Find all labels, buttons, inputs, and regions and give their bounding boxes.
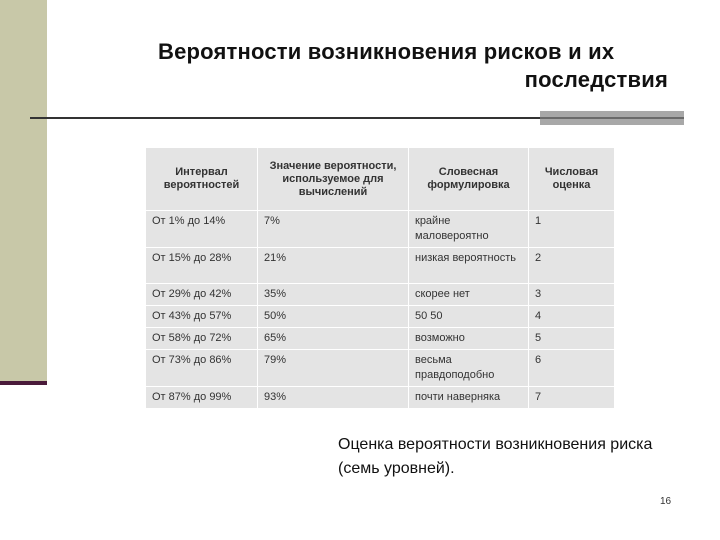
header-value: Значение вероятности, используемое для вычислений	[258, 148, 409, 211]
table-header-row	[146, 148, 615, 211]
decorative-side-bar-edge	[0, 381, 47, 385]
header-score: Числовая оценка	[529, 148, 615, 211]
table-row	[146, 350, 615, 387]
cell-score: 6	[529, 350, 615, 387]
cell-value: 93%	[258, 387, 409, 409]
cell-value: 79%	[258, 350, 409, 387]
cell-verbal: возможно	[409, 328, 529, 350]
cell-verbal: низкая вероятность	[409, 248, 529, 284]
cell-score: 5	[529, 328, 615, 350]
cell-interval: От 43% до 57%	[146, 306, 258, 328]
cell-value: 21%	[258, 248, 409, 284]
table-row	[146, 284, 615, 306]
cell-score: 3	[529, 284, 615, 306]
cell-score: 2	[529, 248, 615, 284]
cell-interval: От 58% до 72%	[146, 328, 258, 350]
cell-interval: От 15% до 28%	[146, 248, 258, 284]
probability-table-container	[145, 147, 614, 412]
table-caption: Оценка вероятности возникновения риска (семь уровней).	[338, 436, 653, 477]
table-row	[146, 306, 615, 328]
header-interval: Интервал вероятностей	[146, 148, 258, 211]
cell-interval: От 1% до 14%	[146, 211, 258, 248]
slide-title-line-2: последствия	[524, 67, 668, 92]
table-row	[146, 387, 615, 409]
table-row	[146, 248, 615, 284]
title-divider	[30, 117, 540, 119]
page-number: 16	[660, 496, 672, 507]
cell-score: 4	[529, 306, 615, 328]
title-divider-accent-line	[540, 117, 684, 119]
cell-value: 65%	[258, 328, 409, 350]
slide-title-line-1: Вероятности возникновения рисков и их	[158, 39, 615, 64]
cell-verbal: 50 50	[409, 306, 529, 328]
cell-value: 35%	[258, 284, 409, 306]
cell-verbal: скорее нет	[409, 284, 529, 306]
cell-verbal: крайне маловероятно	[409, 211, 529, 248]
table-row	[146, 328, 615, 350]
decorative-side-bar	[0, 0, 47, 383]
cell-score: 7	[529, 387, 615, 409]
table-row	[146, 211, 615, 248]
header-verbal: Словесная формулировка	[409, 148, 529, 211]
cell-value: 7%	[258, 211, 409, 248]
probability-table	[145, 147, 615, 409]
cell-interval: От 87% до 99%	[146, 387, 258, 409]
cell-score: 1	[529, 211, 615, 248]
cell-interval: От 29% до 42%	[146, 284, 258, 306]
cell-value: 50%	[258, 306, 409, 328]
cell-interval: От 73% до 86%	[146, 350, 258, 387]
slide-title	[140, 38, 668, 94]
cell-verbal: весьма правдоподобно	[409, 350, 529, 387]
cell-verbal: почти наверняка	[409, 387, 529, 409]
